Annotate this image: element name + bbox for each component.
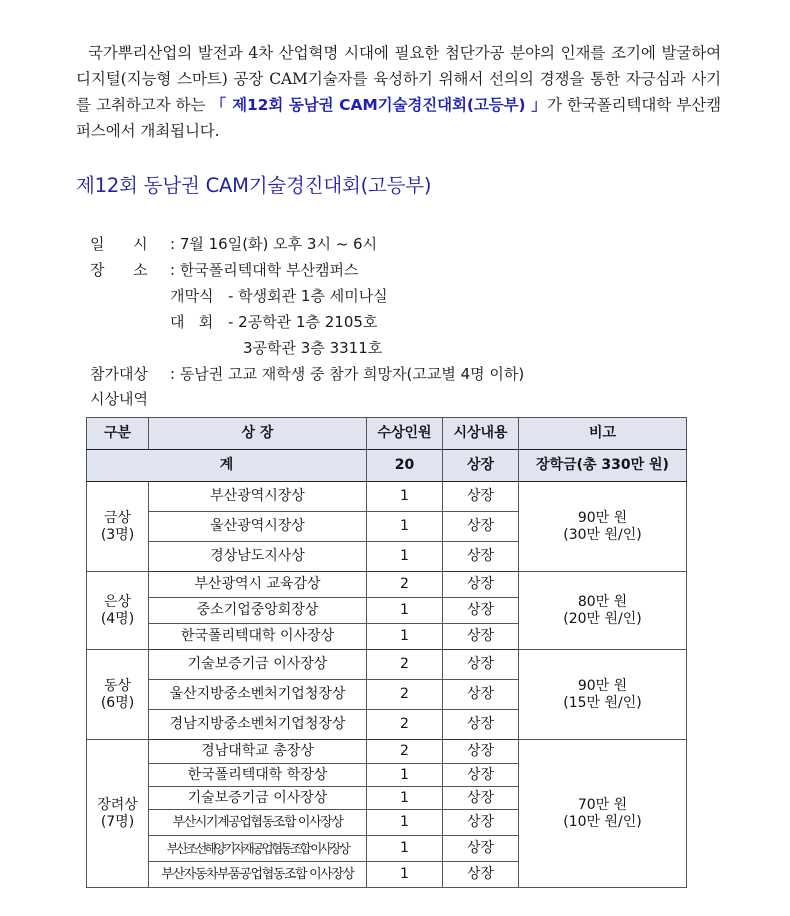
event-heading: 제12회 동남권 CAM기술경진대회(고등부)	[76, 174, 432, 197]
category-count: (6명)	[100, 694, 135, 711]
category-name: 금상	[103, 509, 132, 526]
award-content: 상장	[443, 598, 519, 624]
table-row	[87, 650, 687, 680]
note-cell	[519, 740, 687, 888]
award-content: 상장	[443, 572, 519, 598]
award-name: 한국폴리텍대학 학장상	[149, 764, 367, 787]
category-cell	[87, 572, 149, 650]
award-content: 상장	[443, 862, 519, 888]
award-count: 2	[367, 740, 443, 764]
info-target-value: : 동남권 고교 재학생 중 참가 희망자(고교별 4명 이하)	[170, 365, 525, 383]
note-amount: 90만 원	[577, 509, 628, 526]
info-contest-2	[243, 336, 382, 360]
award-count: 1	[367, 810, 443, 836]
award-name: 기술보증기금 이사장상	[149, 650, 367, 680]
info-place-label: 장 소	[90, 261, 148, 279]
info-awards-label: 시상내역	[90, 390, 148, 408]
table-header-row	[87, 418, 687, 450]
award-count: 1	[367, 764, 443, 787]
header-content: 시상내용	[443, 418, 519, 450]
category-name: 장려상	[97, 796, 138, 813]
award-name: 부산자동차부품공업협동조합 이사장상	[149, 862, 367, 888]
note-per-person: (30만 원/인)	[563, 526, 642, 543]
award-content: 상장	[443, 650, 519, 680]
note-per-person: (10만 원/인)	[563, 813, 642, 830]
info-place-value: : 한국폴리텍대학 부산캠퍼스	[170, 261, 359, 279]
category-count: (3명)	[100, 526, 135, 543]
note-amount: 90만 원	[577, 677, 628, 694]
info-contest	[170, 310, 377, 334]
award-content: 상장	[443, 542, 519, 572]
info-date	[90, 232, 377, 256]
note-per-person: (20만 원/인)	[563, 610, 642, 627]
category-count: (4명)	[100, 610, 135, 627]
info-target	[90, 362, 524, 386]
award-count: 1	[367, 862, 443, 888]
award-content: 상장	[443, 624, 519, 650]
category-name: 동상	[103, 677, 132, 694]
total-note: 장학금(총 330만 원)	[519, 450, 687, 482]
info-date-value: : 7월 16일(화) 오후 3시 ~ 6시	[170, 235, 378, 253]
table-row	[87, 482, 687, 512]
info-contest-value: - 2공학관 1층 2105호	[228, 313, 378, 331]
award-count: 1	[367, 787, 443, 810]
award-count: 1	[367, 624, 443, 650]
award-count: 1	[367, 598, 443, 624]
award-count: 1	[367, 512, 443, 542]
info-opening	[170, 284, 388, 308]
total-count: 20	[367, 450, 443, 482]
awards-table	[86, 417, 687, 888]
award-name: 부산조선해양기자재공업협동조합 이사장상	[149, 836, 367, 862]
award-name: 부산광역시장상	[149, 482, 367, 512]
award-name: 경남지방중소벤처기업청장상	[149, 710, 367, 740]
award-count: 2	[367, 680, 443, 710]
header-count: 수상인원	[367, 418, 443, 450]
category-count: (7명)	[100, 813, 135, 830]
note-amount: 70만 원	[577, 796, 628, 813]
info-contest-label: 대 회	[170, 313, 214, 331]
info-place	[90, 258, 358, 282]
note-per-person: (15만 원/인)	[563, 694, 642, 711]
award-count: 1	[367, 482, 443, 512]
award-name: 한국폴리텍대학 이사장상	[149, 624, 367, 650]
table-row	[87, 572, 687, 598]
category-cell	[87, 650, 149, 740]
award-content: 상장	[443, 680, 519, 710]
category-name: 은상	[103, 593, 132, 610]
award-content: 상장	[443, 764, 519, 787]
award-count: 1	[367, 542, 443, 572]
award-name: 울산광역시장상	[149, 512, 367, 542]
award-content: 상장	[443, 482, 519, 512]
award-name: 경남대학교 총장상	[149, 740, 367, 764]
note-amount: 80만 원	[577, 593, 628, 610]
intro-paragraph	[76, 40, 721, 144]
info-target-label: 참가대상	[90, 365, 148, 383]
note-cell	[519, 482, 687, 572]
total-label: 계	[87, 450, 367, 482]
award-content: 상장	[443, 512, 519, 542]
award-content: 상장	[443, 836, 519, 862]
award-name: 중소기업중앙회장상	[149, 598, 367, 624]
total-content: 상장	[443, 450, 519, 482]
intro-text-end: 가 한국폴리텍대학 부산캠퍼스에서 개최됩니다.	[76, 96, 721, 140]
intro-event-highlight: 「 제12회 동남권 CAM기술경진대회(고등부) 」	[210, 96, 547, 114]
table-row	[87, 740, 687, 764]
award-name: 부산광역시 교육감상	[149, 572, 367, 598]
info-opening-value: - 학생회관 1층 세미나실	[228, 287, 388, 305]
award-content: 상장	[443, 787, 519, 810]
note-cell	[519, 572, 687, 650]
award-count: 1	[367, 836, 443, 862]
category-cell	[87, 740, 149, 888]
award-name: 경상남도지사상	[149, 542, 367, 572]
info-date-label: 일 시	[90, 235, 148, 253]
header-category: 구분	[87, 418, 149, 450]
intro-text: 국가뿌리산업의 발전과 4차 산업혁명 시대에 필요한 첨단가공 분야의 인재를 조기에 발굴하여 디지털(지능형 스마트) 공장 CAM기술자를 육성하기 위해서 선의의 경쟁을 통한 자긍심과 사기를 고취하고자 하는	[76, 44, 721, 114]
award-content: 상장	[443, 740, 519, 764]
award-name: 울산지방중소벤처기업청장상	[149, 680, 367, 710]
total-row	[87, 450, 687, 482]
note-cell	[519, 650, 687, 740]
award-content: 상장	[443, 810, 519, 836]
award-name: 부산시기계공업협동조합 이사장상	[149, 810, 367, 836]
award-name: 기술보증기금 이사장상	[149, 787, 367, 810]
award-count: 2	[367, 650, 443, 680]
info-opening-label: 개막식	[170, 287, 214, 305]
info-awards	[90, 387, 148, 411]
award-count: 2	[367, 572, 443, 598]
info-contest-value-2: 3공학관 3층 3311호	[243, 339, 383, 357]
category-cell	[87, 482, 149, 572]
award-count: 2	[367, 710, 443, 740]
header-note: 비고	[519, 418, 687, 450]
award-content: 상장	[443, 710, 519, 740]
header-award: 상 장	[149, 418, 367, 450]
